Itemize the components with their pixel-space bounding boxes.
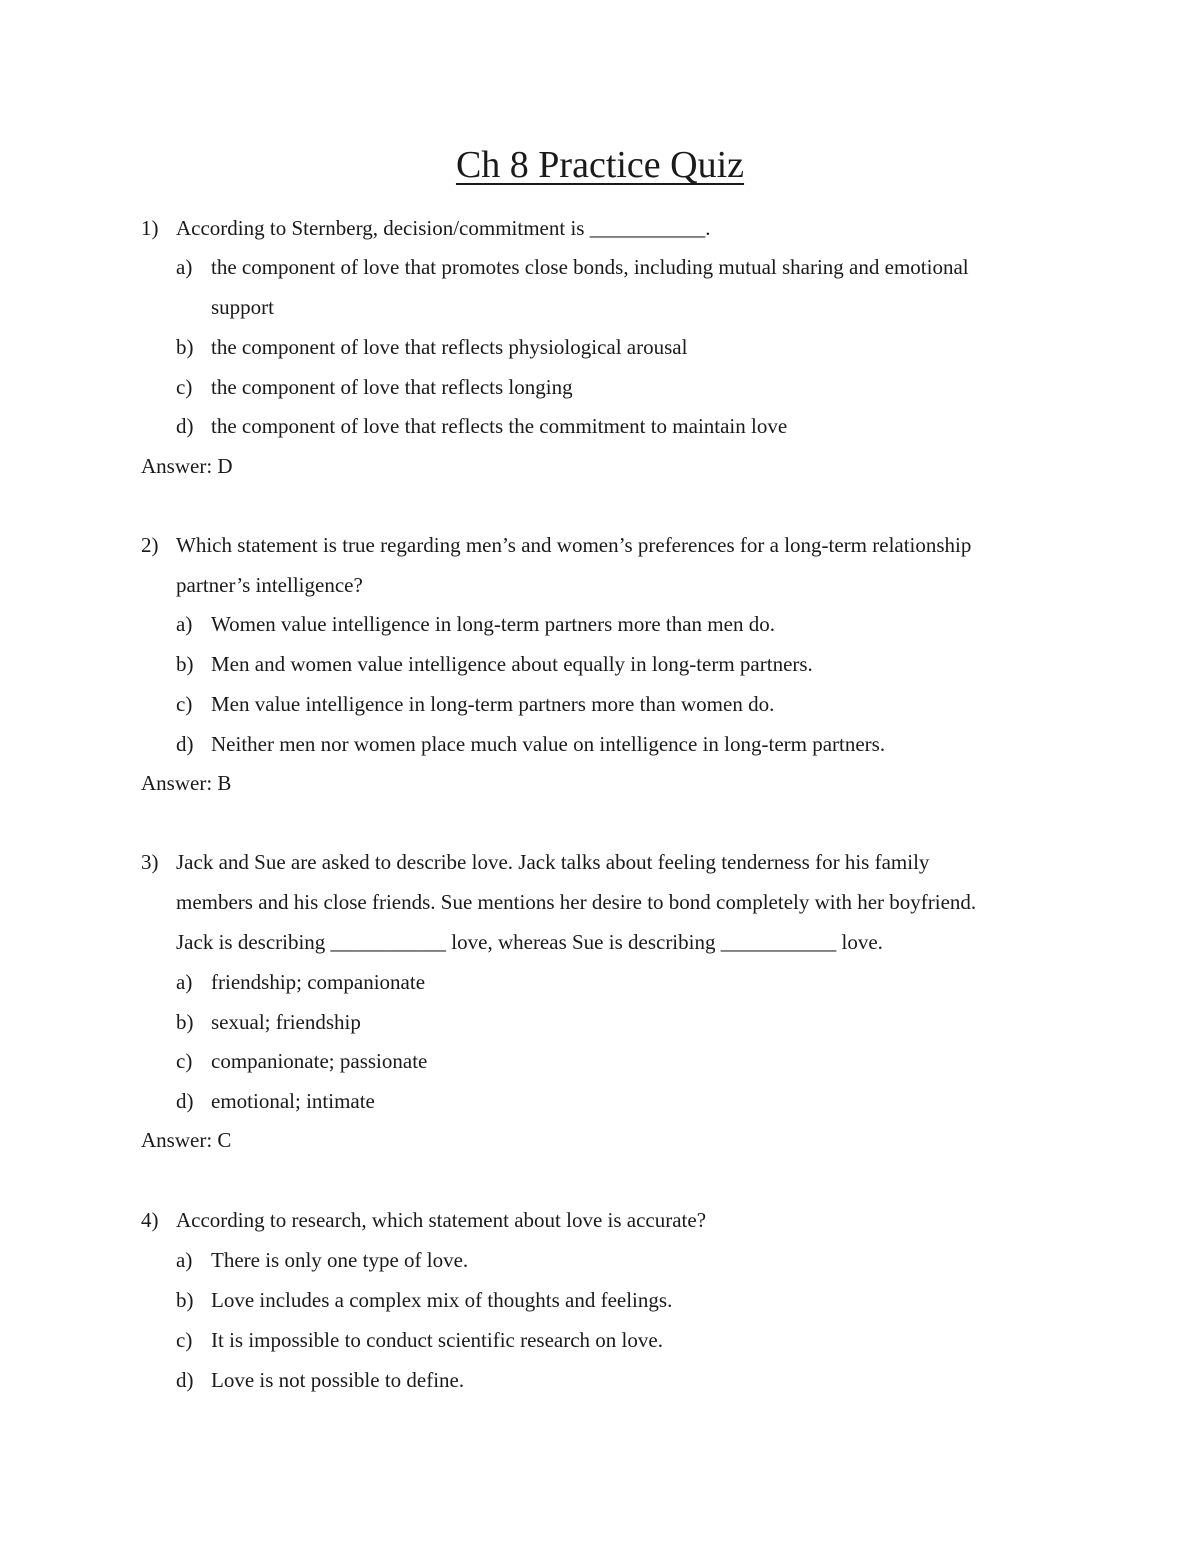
option-text-continued: support: [211, 295, 274, 319]
option-text: the component of love that reflects physiological arousal: [211, 335, 688, 359]
option-letter: c): [176, 1328, 193, 1352]
question-text: Jack and Sue are asked to describe love. Jack talks about feeling tenderness for his family: [176, 850, 930, 874]
option-letter: a): [176, 970, 193, 994]
option-text: sexual; friendship: [211, 1010, 361, 1034]
option-letter: d): [176, 1089, 194, 1113]
option-text: Men value intelligence in long-term partners more than women do.: [211, 692, 775, 716]
question-text-continued: Jack is describing ___________ love, whereas Sue is describing ___________ love.: [176, 930, 883, 954]
question-number: 3): [141, 850, 159, 874]
question-number: 1): [141, 216, 159, 240]
answer-key: Answer: C: [141, 1128, 232, 1152]
option-letter: b): [176, 1010, 194, 1034]
question-text: Which statement is true regarding men’s and women’s preferences for a long-term relationship: [176, 533, 972, 557]
answer-key: Answer: D: [141, 454, 233, 478]
option-text: There is only one type of love.: [211, 1248, 469, 1272]
option-letter: d): [176, 732, 194, 756]
option-text: Men and women value intelligence about equally in long-term partners.: [211, 652, 813, 676]
option-text: the component of love that promotes close bonds, including mutual sharing and emotional: [211, 255, 969, 279]
answer-key: Answer: B: [141, 771, 232, 795]
option-letter: b): [176, 652, 194, 676]
question-text: According to research, which statement about love is accurate?: [176, 1208, 707, 1232]
option-letter: a): [176, 1248, 193, 1272]
option-letter: b): [176, 1288, 194, 1312]
option-letter: c): [176, 375, 193, 399]
question-text-continued: members and his close friends. Sue mentions her desire to bond completely with her boyfriend.: [176, 890, 977, 914]
option-text: friendship; companionate: [211, 970, 426, 994]
option-text: Love includes a complex mix of thoughts and feelings.: [211, 1288, 673, 1312]
option-text: Neither men nor women place much value on intelligence in long-term partners.: [211, 732, 886, 756]
page-title: Ch 8 Practice Quiz: [455, 144, 745, 186]
option-letter: c): [176, 1049, 193, 1073]
option-letter: d): [176, 414, 194, 438]
option-letter: c): [176, 692, 193, 716]
option-text: the component of love that reflects longing: [211, 375, 573, 399]
question-number: 2): [141, 533, 159, 557]
option-letter: d): [176, 1368, 194, 1392]
option-letter: a): [176, 612, 193, 636]
option-text: Love is not possible to define.: [211, 1368, 465, 1392]
option-text: the component of love that reflects the commitment to maintain love: [211, 414, 788, 438]
option-letter: a): [176, 255, 193, 279]
option-text: companionate; passionate: [211, 1049, 428, 1073]
option-text: emotional; intimate: [211, 1089, 375, 1113]
option-text: It is impossible to conduct scientific research on love.: [211, 1328, 663, 1352]
question-text: According to Sternberg, decision/commitment is ___________.: [176, 216, 711, 240]
question-text-continued: partner’s intelligence?: [176, 573, 363, 597]
option-text: Women value intelligence in long-term partners more than men do.: [211, 612, 775, 636]
question-number: 4): [141, 1208, 159, 1232]
option-letter: b): [176, 335, 194, 359]
